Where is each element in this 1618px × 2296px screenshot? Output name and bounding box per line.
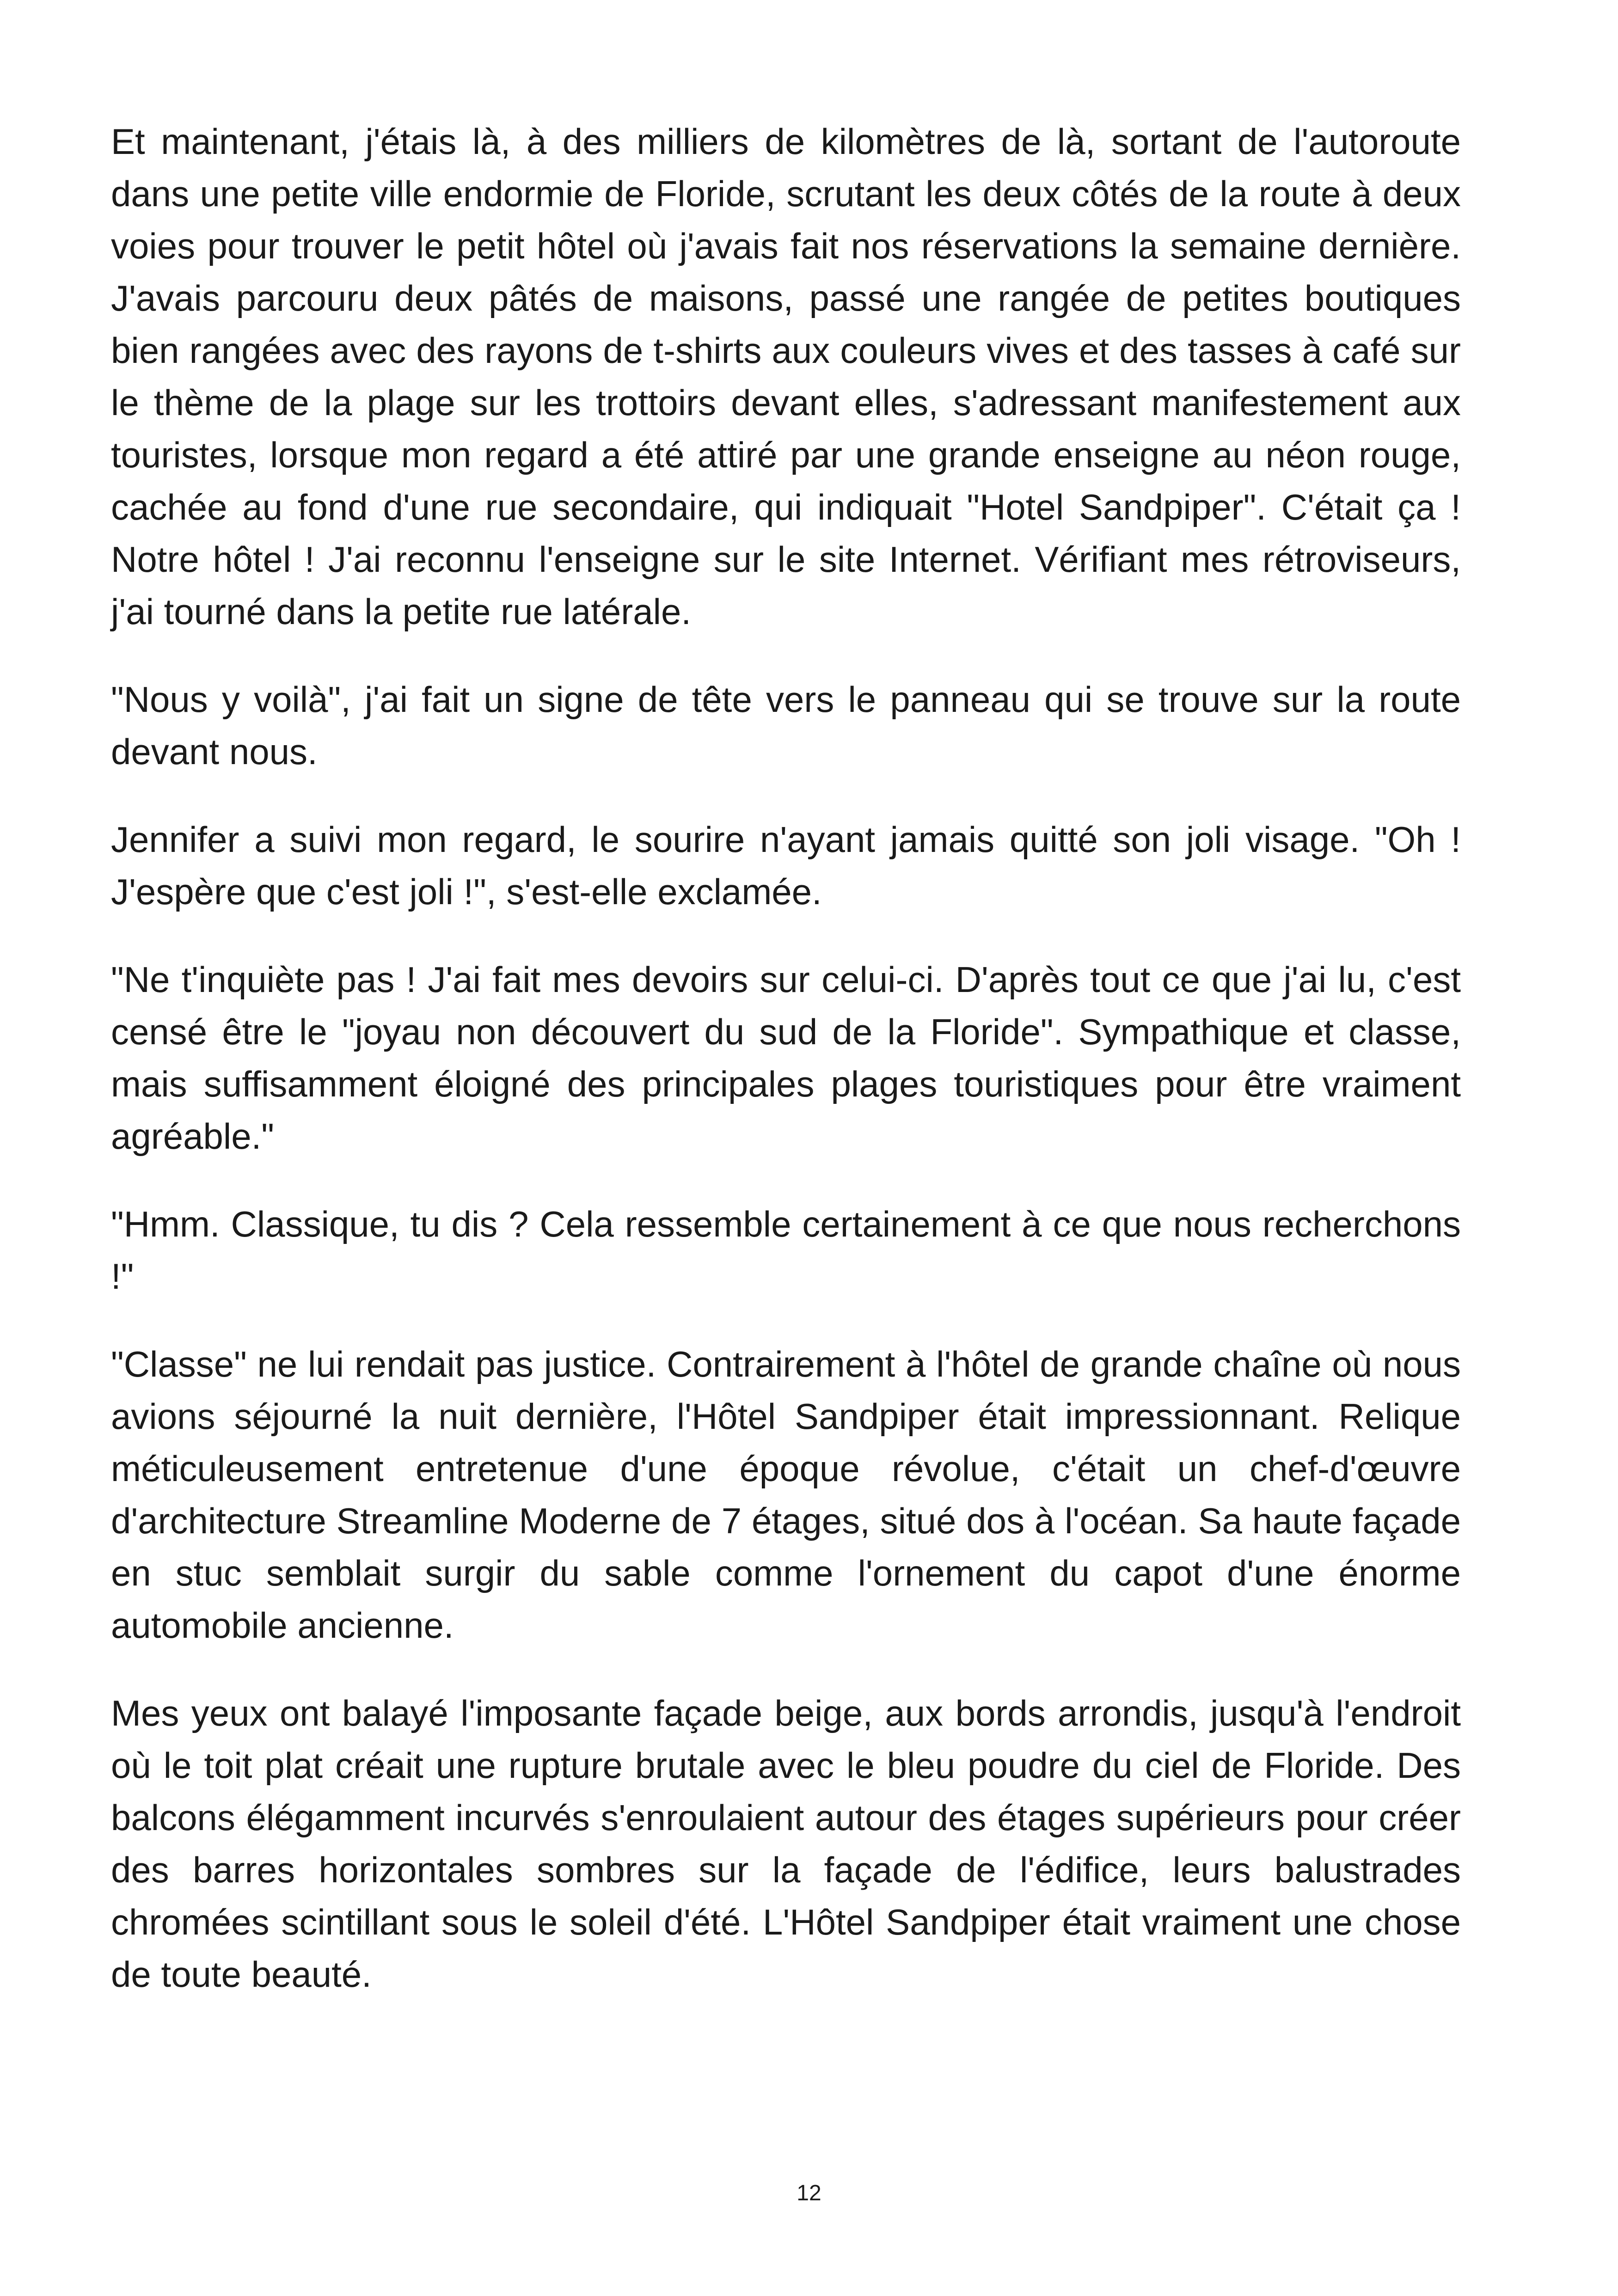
paragraph-7: Mes yeux ont balayé l'imposante façade beige, aux bords arrondis, jusqu'à l'endroit où le toit plat créait une rupture brutale avec le bleu poudre du ciel de Floride. Des balcons élégamment incurvés s'enroulaient autour des étages supérieurs pour créer des barres horizontales sombres sur la façade de l'édifice, leurs balustrades chromées scintillant sous le soleil d'été. L'Hôtel Sandpiper était vraiment une chose de toute beauté. <box>111 1693 1461 1995</box>
paragraph-1: Et maintenant, j'étais là, à des milliers de kilomètres de là, sortant de l'autoroute dans une petite ville endormie de Floride, scrutant les deux côtés de la route à deux voies pour trouver le petit hôtel où j'avais fait nos réservations la semaine dernière. J'avais parcouru deux pâtés de maisons, passé une rangée de petites boutiques bien rangées avec des rayons de t-shirts aux couleurs vives et des tasses à café sur le thème de la plage sur les trottoirs devant elles, s'adressant manifestement aux touristes, lorsque mon regard a été attiré par une grande enseigne au néon rouge, cachée au fond d'une rue secondaire, qui indiquait "Hotel Sandpiper". C'était ça ! Notre hôtel ! J'ai reconnu l'enseigne sur le site Internet. Vérifiant mes rétroviseurs, j'ai tourné dans la petite rue latérale. <box>111 121 1461 632</box>
body-text <box>111 116 1461 2001</box>
paragraph-3: Jennifer a suivi mon regard, le sourire n'ayant jamais quitté son joli visage. "Oh ! J'espère que c'est joli !", s'est-elle exclamée. <box>111 819 1461 912</box>
page-number: 12 <box>797 2181 821 2205</box>
paragraph-5: "Hmm. Classique, tu dis ? Cela ressemble certainement à ce que nous recherchons !" <box>111 1204 1461 1297</box>
paragraph-2: "Nous y voilà", j'ai fait un signe de tête vers le panneau qui se trouve sur la route devant nous. <box>111 679 1461 772</box>
paragraph-6: "Classe" ne lui rendait pas justice. Contrairement à l'hôtel de grande chaîne où nous avions séjourné la nuit dernière, l'Hôtel Sandpiper était impressionnant. Relique méticuleusement entretenue d'une époque révolue, c'était un chef-d'œuvre d'architecture Streamline Moderne de 7 étages, situé dos à l'océan. Sa haute façade en stuc semblait surgir du sable comme l'ornement du capot d'une énorme automobile ancienne. <box>111 1344 1461 1646</box>
paragraph-4: "Ne t'inquiète pas ! J'ai fait mes devoirs sur celui-ci. D'après tout ce que j'ai lu, c'est censé être le "joyau non découvert du sud de la Floride". Sympathique et classe, mais suffisamment éloigné des principales plages touristiques pour être vraiment agréable." <box>111 959 1461 1157</box>
